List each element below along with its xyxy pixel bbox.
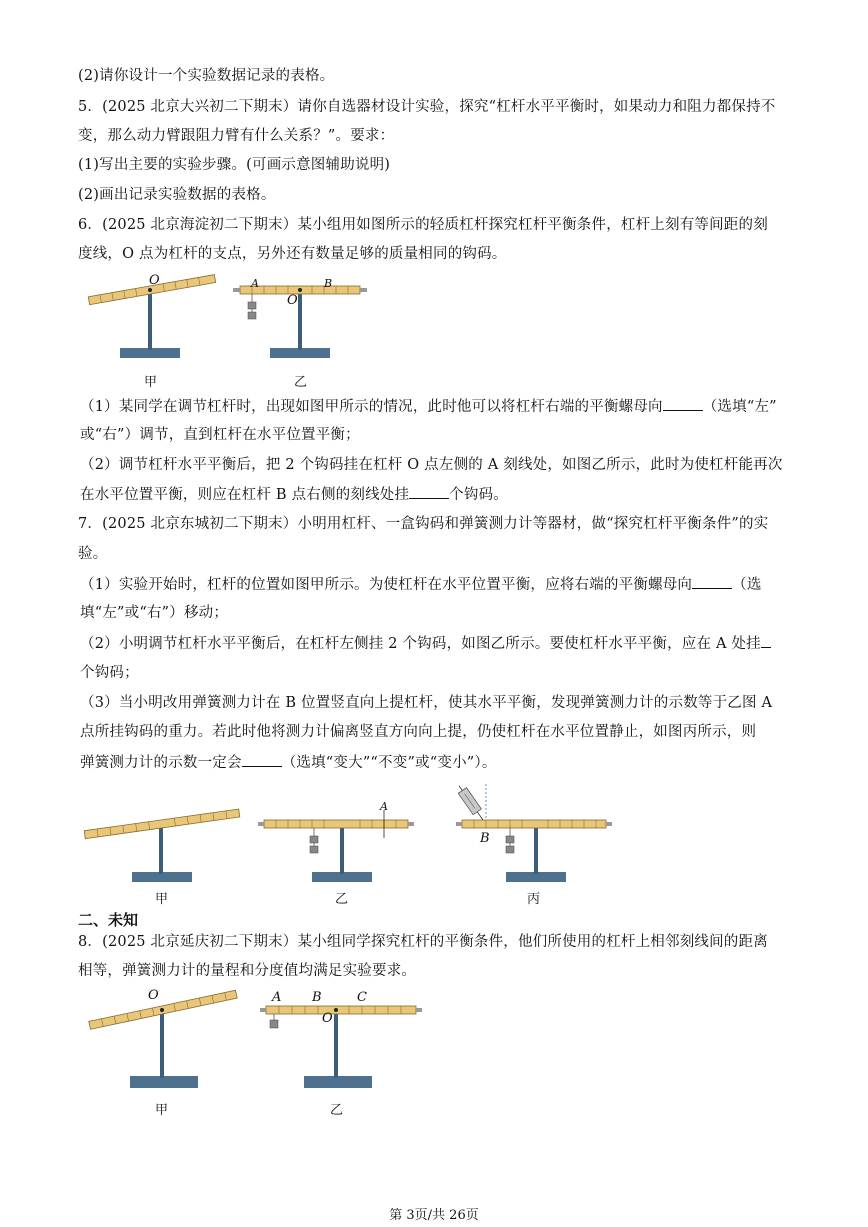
q5-line1: 5．(2025 北京大兴初二下期末）请你自选器材设计实验，探究“杠杆水平平衡时，如果动力和阻力都保持不 (78, 99, 776, 115)
q7-sub3-line3: 弹簧测力计的示数一定会 （选填“变大”“不变”或“变小”）。 (80, 752, 497, 773)
q6-label-O-yi: O (287, 293, 298, 308)
q4-sub2: (2)请你设计一个实验数据记录的表格。 (78, 68, 335, 84)
q8-label-A: A (272, 990, 282, 1005)
q6-caption-yi: 乙 (294, 375, 308, 390)
q8-label-B: B (312, 990, 322, 1005)
q5-line2: 变，那么动力臂跟阻力臂有什么关系？”。要求： (78, 128, 395, 144)
q7-sub1-line2: 填“左”或“右”）移动； (80, 605, 229, 621)
q6-figures (78, 268, 378, 390)
q7-sub3-line1: （3）当小明改用弹簧测力计在 B 位置竖直向上提杠杆，使其水平平衡，发现弹簧测力计的示数等于乙图 A (80, 695, 773, 711)
q6-sub1-line1: （1）某同学在调节杠杆时，出现如图甲所示的情况，此时他可以将杠杆右端的平衡螺母向 （选填“左” (80, 396, 777, 417)
q5-sub1: (1)写出主要的实验步骤。(可画示意图辅助说明) (78, 157, 391, 173)
q8-caption-jia: 甲 (155, 1103, 169, 1118)
q6-label-B: B (324, 277, 333, 290)
q8-fig-yi (260, 1006, 422, 1088)
q7-caption-bing: 丙 (527, 892, 541, 907)
q6-line2: 度线，O 点为杠杆的支点，另外还有数量足够的质量相同的钩码。 (78, 246, 507, 262)
q7-fig-jia (84, 809, 240, 882)
q8-label-C: C (357, 990, 367, 1005)
q7-line1: 7．(2025 北京东城初二下期末）小明用杠杆、一盒钩码和弹簧测力计等器材，做“探究杠杆平衡条件”的实 (78, 516, 769, 532)
q6-label-O-jia: O (149, 273, 160, 288)
q7-figures (78, 780, 638, 890)
q7-label-A: A (380, 800, 388, 813)
q7-line2: 验。 (78, 546, 108, 562)
q6-label-A: A (251, 277, 259, 290)
q7-label-B: B (480, 831, 490, 846)
page-footer: 第 3页/共 26页 (389, 1208, 479, 1223)
q8-figures (78, 988, 438, 1096)
q7-caption-yi: 乙 (335, 892, 349, 907)
q6-fig-yi (233, 286, 367, 358)
q7-sub1-line1: （1）实验开始时，杠杆的位置如图甲所示。为使杠杆在水平位置平衡，应将右端的平衡螺母向 （选 (80, 574, 762, 595)
q8-line1: 8．(2025 北京延庆初二下期末）某小组同学探究杠杆的平衡条件，他们所使用的杠杆上相邻刻线间的距离 (78, 934, 768, 950)
q5-sub2: (2)画出记录实验数据的表格。 (78, 187, 276, 203)
q8-caption-yi: 乙 (330, 1103, 344, 1118)
q7-fig-bing (455, 783, 612, 882)
q6-sub2-line1: （2）调节杠杆水平平衡后，把 2 个钩码挂在杠杆 O 点左侧的 A 刻线处，如图乙所示，此时为使杠杆能再次 (80, 457, 783, 473)
q8-fig-jia (89, 990, 237, 1088)
q8-line2: 相等，弹簧测力计的量程和分度值均满足实验要求。 (78, 963, 417, 979)
q6-sub1-line2: 或“右”）调节，直到杠杆在水平位置平衡； (80, 427, 360, 443)
q7-fig-yi (258, 810, 414, 882)
q6-line1: 6．(2025 北京海淀初二下期末）某小组用如图所示的轻质杠杆探究杠杆平衡条件，杠杆上刻有等间距的刻 (78, 217, 768, 233)
q7-sub2-line2: 个钩码； (80, 665, 139, 681)
q7-caption-jia: 甲 (155, 892, 169, 907)
section-heading: 二、未知 (78, 911, 139, 929)
q8-label-O-yi: O (322, 1011, 333, 1026)
q6-sub2-line2: 在水平位置平衡，则应在杠杆 B 点右侧的刻线处挂 个钩码。 (80, 484, 508, 505)
q7-sub3-line2: 点所挂钩码的重力。若此时他将测力计偏离竖直方向向上提，仍使杠杆在水平位置静止，如图丙所示，则 (80, 724, 757, 740)
q7-sub2-line1: （2）小明调节杠杆水平平衡后，在杠杆左侧挂 2 个钩码，如图乙所示。要使杠杆水平平衡，应在 A 处挂 (80, 633, 771, 654)
q6-caption-jia: 甲 (144, 375, 158, 390)
q8-label-O-jia: O (148, 988, 159, 1003)
